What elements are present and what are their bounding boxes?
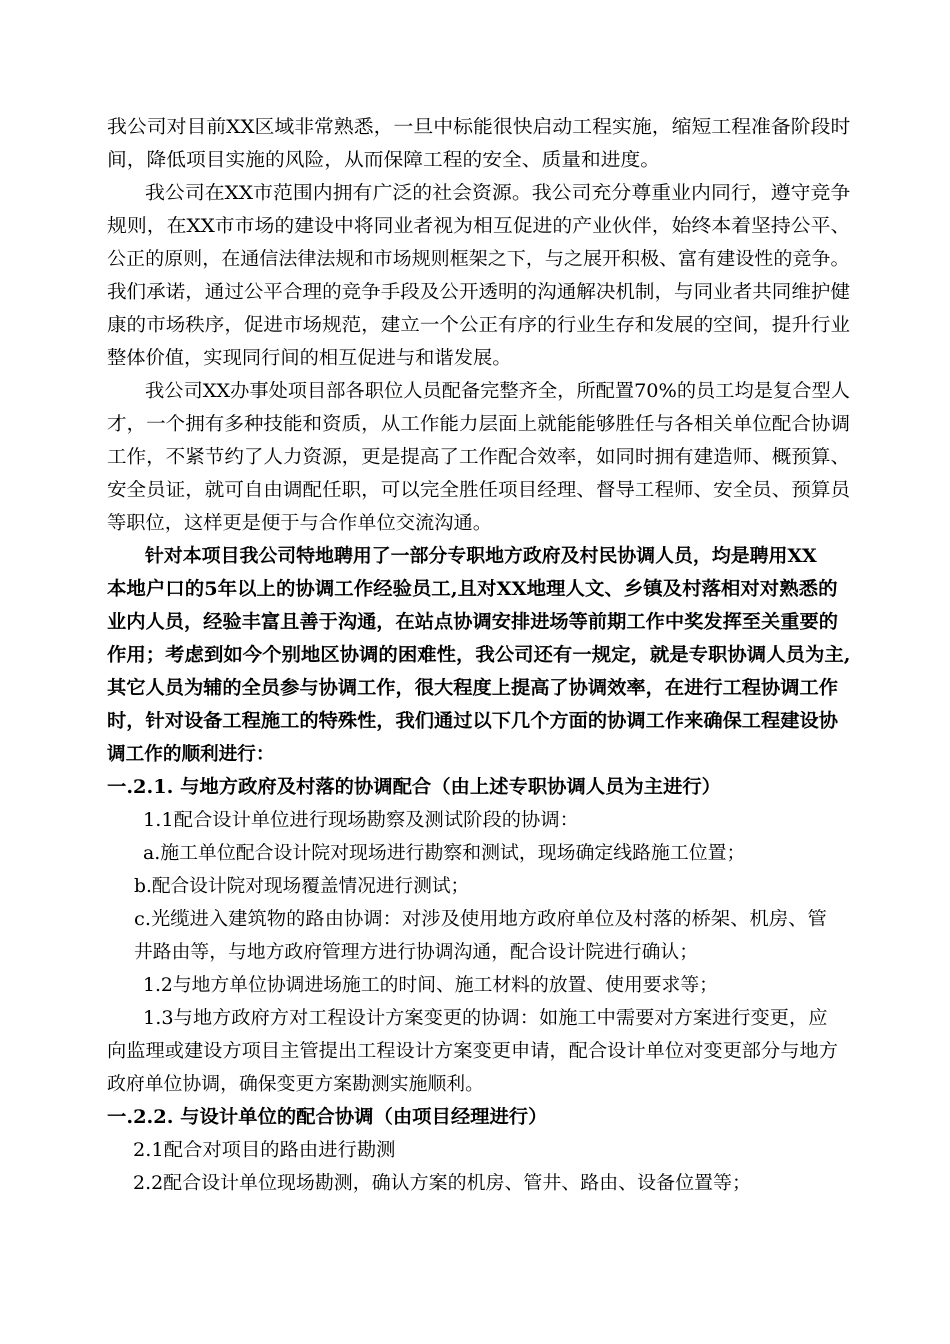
text-line: 规则，在XX市市场的建设中将同业者视为相互促进的产业伙伴，始终本着坚持公平、	[107, 216, 851, 237]
text-line: 等职位，这样更是便于与合作单位交流沟通。	[107, 513, 493, 534]
text-line: 针对本项目我公司特地聘用了一部分专职地方政府及村民协调人员，均是聘用XX	[145, 546, 817, 567]
text-line: 我公司在XX市范围内拥有广泛的社会资源。我公司充分尊重业内同行，遵守竞争	[145, 183, 851, 204]
text-line: 一.2.2. 与设计单位的配合协调（由项目经理进行）	[107, 1107, 548, 1128]
text-line: 1.1配合设计单位进行现场勘察及测试阶段的协调：	[143, 810, 579, 831]
text-line: 作用；考虑到如今个别地区协调的困难性，我公司还有一规定，就是专职协调人员为主,	[107, 645, 851, 666]
text-line: 调工作的顺利进行：	[107, 744, 275, 765]
text-line: 2.1配合对项目的路由进行勘测	[133, 1140, 396, 1161]
text-line: 本地户口的5年以上的协调工作经验员工,且对XX地理人文、乡镇及村落相对对熟悉的	[107, 579, 838, 600]
text-line: 才，一个拥有多种技能和资质，从工作能力层面上就能能够胜任与各相关单位配合协调	[107, 414, 851, 435]
text-line: 业内人员，经验丰富且善于沟通，在站点协调安排进场等前期工作中奖发挥至关重要的	[107, 612, 838, 633]
text-line: 1.2与地方单位协调进场施工的时间、施工材料的放置、使用要求等；	[143, 975, 718, 996]
text-line: 1.3与地方政府方对工程设计方案变更的协调：如施工中需要对方案进行变更，应	[143, 1008, 828, 1029]
text-line: 康的市场秩序，促进市场规范，建立一个公正有序的行业生存和发展的空间，提升行业	[107, 315, 851, 336]
text-line: 我公司对目前XX区域非常熟悉，一旦中标能很快启动工程实施，缩短工程准备阶段时	[107, 117, 851, 138]
text-line: 政府单位协调，确保变更方案勘测实施顺利。	[107, 1074, 485, 1095]
text-line: 一.2.1. 与地方政府及村落的协调配合（由上述专职协调人员为主进行）	[107, 777, 722, 798]
text-line: 我公司XX办事处项目部各职位人员配备完整齐全，所配置70%的员工均是复合型人	[145, 381, 850, 402]
text-line: 工作，不紧节约了人力资源，更是提高了工作配合效率，如同时拥有建造师、概预算、	[107, 447, 851, 468]
text-line: 其它人员为辅的全员参与协调工作，很大程度上提高了协调效率，在进行工程协调工作	[107, 678, 838, 699]
text-line: a.施工单位配合设计院对现场进行勘察和测试，现场确定线路施工位置；	[143, 843, 746, 864]
text-line: 安全员证，就可自由调配任职，可以完全胜任项目经理、督导工程师、安全员、预算员	[107, 480, 851, 501]
text-line: 时，针对设备工程施工的特殊性，我们通过以下几个方面的协调工作来确保工程建设协	[107, 711, 838, 732]
text-line: b.配合设计院对现场覆盖情况进行测试；	[134, 876, 470, 897]
text-line: 公正的原则，在通信法律法规和市场规则框架之下，与之展开积极、富有建设性的竞争。	[107, 249, 850, 270]
text-line: 向监理或建设方项目主管提出工程设计方案变更申请，配合设计单位对变更部分与地方	[107, 1041, 838, 1062]
text-line: 2.2配合设计单位现场勘测，确认方案的机房、管井、路由、设备位置等；	[133, 1173, 751, 1194]
text-line: 整体价值，实现同行间的相互促进与和谐发展。	[107, 348, 512, 369]
text-line: 我们承诺，通过公平合理的竞争手段及公开透明的沟通解决机制，与同业者共同维护健	[107, 282, 851, 303]
text-line: c.光缆进入建筑物的路由协调：对涉及使用地方政府单位及村落的桥架、机房、管	[134, 909, 827, 930]
text-line: 间，降低项目实施的风险，从而保障工程的安全、质量和进度。	[107, 150, 661, 171]
text-line: 井路由等，与地方政府管理方进行协调沟通，配合设计院进行确认；	[134, 942, 699, 963]
